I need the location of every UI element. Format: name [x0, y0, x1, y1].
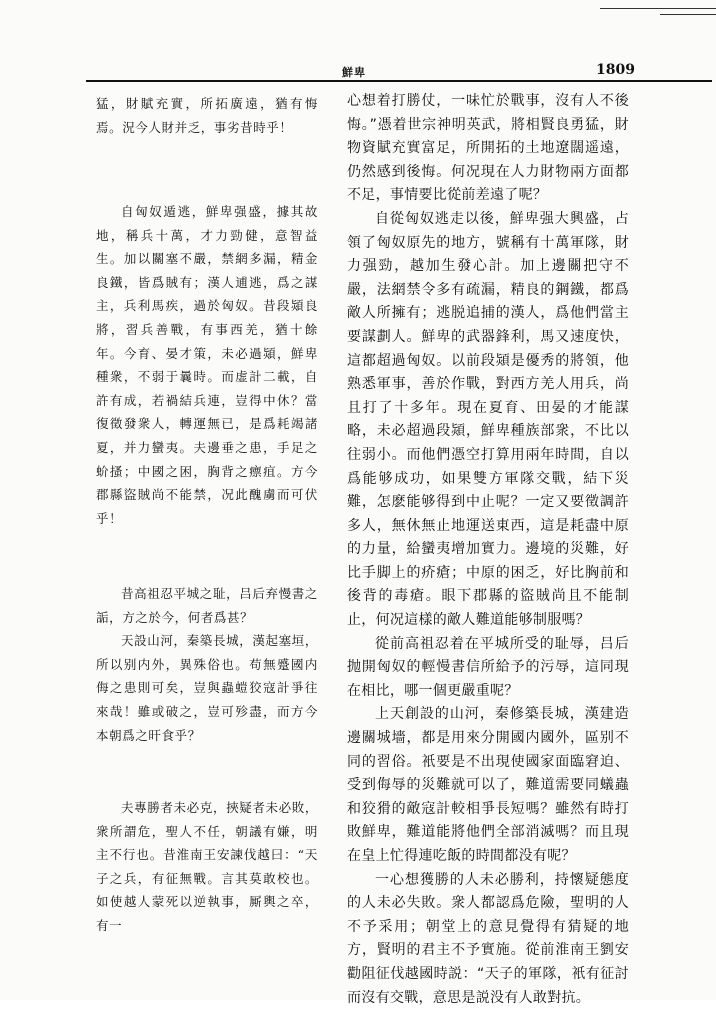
original-paragraph: 自匈奴遁逃，鮮卑强盛，據其故地，稱兵十萬，才力勁健，意智益生。加以關塞不嚴，禁網多漏，精金良鐵，皆爲賊有；漢人逋逃，爲之謀主，兵利馬疾，過於匈奴。昔段熲良將，習兵善戰，有事西羌，猶十餘年。今育、晏才策，未必過熲，鮮卑種衆，不弱于曩時。而虚計二載，自許有成，若禍結兵連，豈得中休？當復徵發衆人，轉運無已，是爲耗竭諸夏，并力蠻夷。夫邊垂之患，手足之蚧搔；中國之困，胸背之瘭疽。方今郡縣盜賊尚不能禁，况此醜虜而可伏乎！ — [96, 204, 318, 526]
right-column-translation — [347, 90, 629, 1010]
left-column-block-3 — [96, 582, 318, 747]
left-column-block-4 — [96, 796, 318, 938]
left-column-block-1 — [96, 92, 318, 139]
page-number: 1809 — [596, 62, 635, 78]
running-header-title: 鮮卑 — [342, 66, 366, 79]
original-paragraph: 天設山河，秦築長城，漢起塞垣，所以别内外，異殊俗也。苟無蹙國内侮之患則可矣，豈與蟲螘狡寇計爭往來哉！雖或破之，豈可殄盡，而方今本朝爲之旰食乎？ — [96, 633, 318, 743]
header-rule — [86, 80, 712, 82]
top-edge-line — [600, 8, 716, 9]
translation-paragraph: 自從匈奴逃走以後，鮮卑强大興盛，占領了匈奴原先的地方，號稱有十萬軍隊，財力强勁，越加生發心計。加上邊關把守不嚴，法網禁令多有疏漏，精良的鋼鐵，都爲敵人所擁有；逃脱追捕的漢人，爲他們當主要謀劃人。鮮卑的武器鋒利，馬又速度快，這都超過匈奴。以前段熲是優秀的將領，他熟悉軍事，善於作戰，對西方羌人用兵，尚且打了十多年。現在夏育、田晏的才能謀略，未必超過段熲，鮮卑種族部衆，不比以往弱小。而他們憑空打算用兩年時間，自以爲能够成功，如果雙方軍隊交戰，結下災難，怎麽能够得到中止呢？一定又要徵調許多人，無休無止地運送東西，這是耗盡中原的力量，給蠻夷增加實力。邊境的災難，好比手脚上的疥瘡；中原的困乏，好比胸前和後背的毒瘡。眼下郡縣的盜賊尚且不能制止，何况這樣的敵人難道能够制服嗎？ — [347, 210, 629, 629]
translation-paragraph: 上天創設的山河，秦修築長城，漢建造邊關城墻，都是用來分開國内國外，區别不同的習俗。衹要是不出現使國家面臨窘迫、受到侮辱的災難就可以了，難道需要同蟻蟲和狡猾的敵寇計較相爭長短嗎？雖然有時打敗鮮卑，難道能將他們全部消滅嗎？而且現在皇上忙得連吃飯的時間都没有呢？ — [347, 706, 629, 864]
translation-paragraph: 從前高祖忍着在平城所受的耻辱，吕后抛開匈奴的輕慢書信所給予的污辱，這同現在相比，哪一個更嚴重呢？ — [347, 635, 629, 699]
original-paragraph: 猛，財賦充實，所拓廣遠，猶有悔焉。況今人財并乏，事劣昔時乎！ — [96, 96, 318, 135]
left-column-block-2 — [96, 200, 318, 530]
translation-paragraph: 心想着打勝仗，一味忙於戰事，沒有人不後悔。”憑着世宗神明英武，將相賢良勇猛，財物資賦充實富足，所開拓的土地遼闊遥遠，仍然感到後悔。何况現在人力財物兩方面都不足，事情要比從前差遠了呢？ — [347, 93, 629, 204]
original-paragraph: 夫專勝者未必克，挾疑者未必敗，衆所謂危，聖人不任，朝議有嫌，明主不行也。昔淮南王安諫伐越曰：“天子之兵，有征無戰。言其莫敢校也。如使越人蒙死以逆執事，厮輿之卒，有一 — [96, 800, 318, 933]
original-paragraph: 昔高祖忍平城之耻，吕后弃慢書之詬，方之於今，何者爲甚？ — [96, 586, 318, 625]
translation-paragraph: 一心想獲勝的人未必勝利，持懷疑態度的人未必失敗。衆人都認爲危險，聖明的人不予采用；朝堂上的意見覺得有猜疑的地方，賢明的君主不予實施。從前淮南王劉安勸阻征伐越國時説：“天子的軍隊，衹有征討而沒有交戰，意思是説没有人敢對抗。 — [347, 871, 629, 1006]
top-edge-line-short — [660, 14, 716, 15]
